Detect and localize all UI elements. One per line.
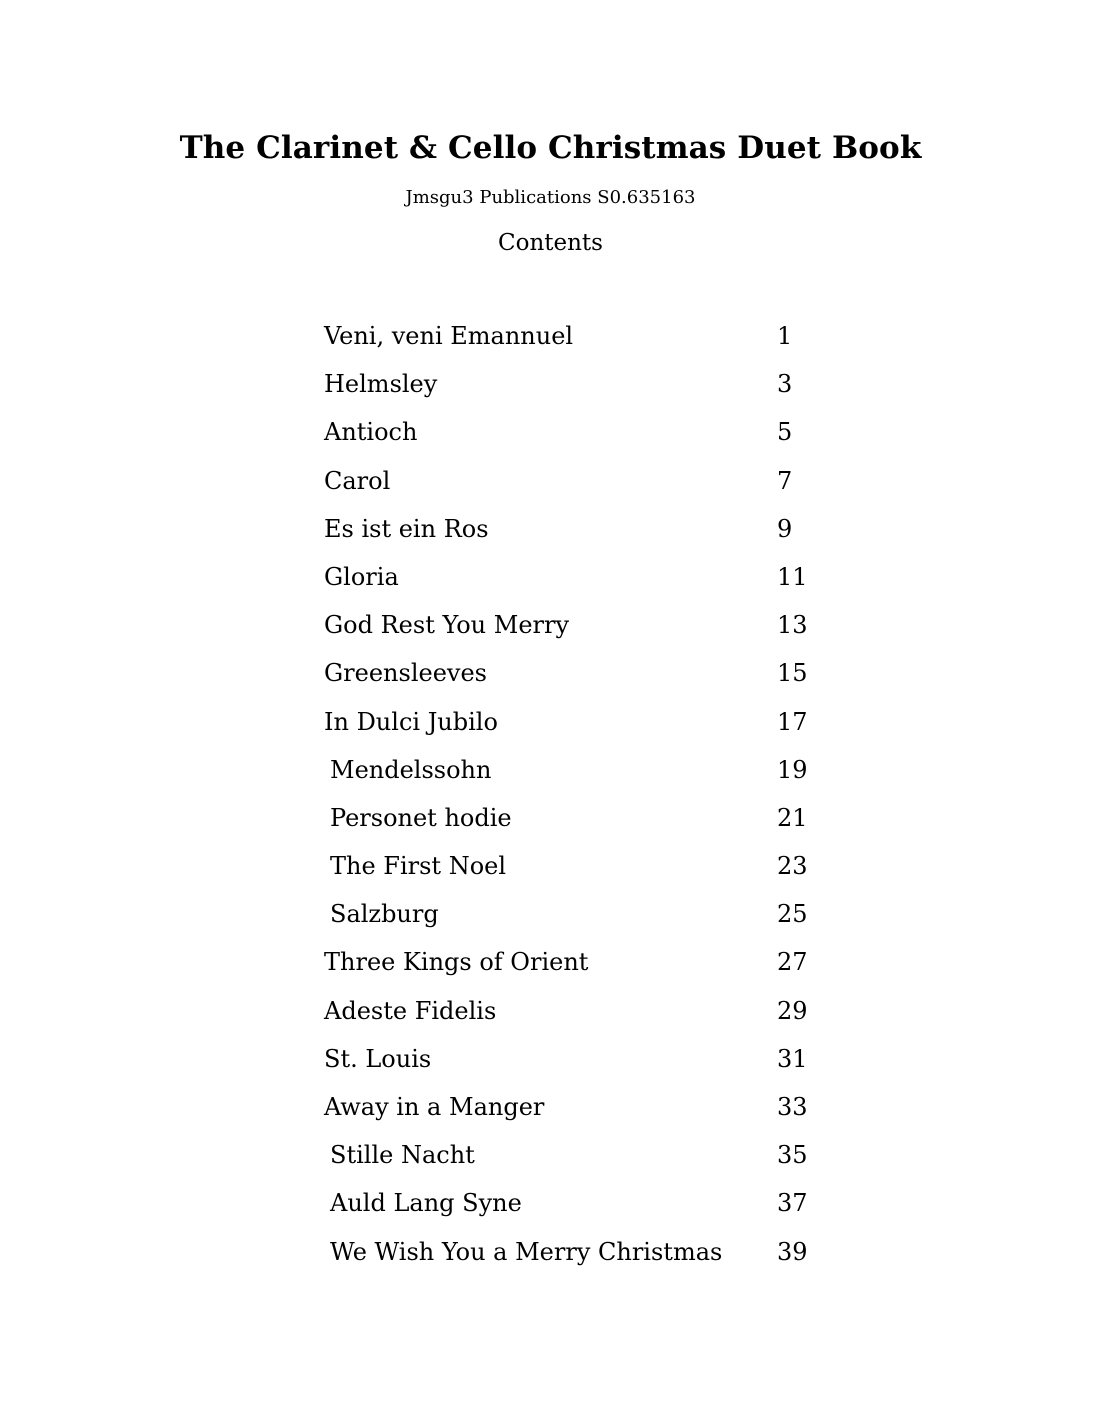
toc-entry-page: 9 bbox=[777, 514, 793, 543]
table-of-contents bbox=[0, 312, 1101, 1276]
toc-entry bbox=[0, 698, 1101, 746]
publisher-line: Jmsgu3 Publications S0.635163 bbox=[405, 187, 696, 208]
toc-entry-page: 29 bbox=[777, 996, 808, 1025]
toc-entry-title: Gloria bbox=[324, 562, 399, 591]
toc-entry bbox=[0, 938, 1101, 986]
toc-entry bbox=[0, 1228, 1101, 1276]
toc-entry bbox=[0, 794, 1101, 842]
toc-entry-page: 15 bbox=[777, 659, 808, 688]
toc-entry-page: 25 bbox=[777, 900, 808, 929]
toc-entry-title: Carol bbox=[324, 466, 391, 495]
toc-entry bbox=[0, 1083, 1101, 1131]
toc-entry-title: Adeste Fidelis bbox=[324, 996, 497, 1025]
toc-entry-title: Veni, veni Emannuel bbox=[324, 322, 574, 350]
toc-entry bbox=[0, 408, 1101, 456]
toc-entry bbox=[0, 987, 1101, 1035]
toc-entry-page: 3 bbox=[777, 370, 793, 399]
toc-entry-page: 21 bbox=[777, 803, 808, 832]
document-title: The Clarinet & Cello Christmas Duet Book bbox=[179, 130, 922, 166]
toc-entry bbox=[0, 360, 1101, 408]
toc-entry bbox=[0, 842, 1101, 890]
toc-entry bbox=[0, 457, 1101, 505]
toc-entry-title: Es ist ein Ros bbox=[324, 514, 489, 543]
toc-entry bbox=[0, 312, 1101, 360]
toc-entry bbox=[0, 505, 1101, 553]
toc-entry bbox=[0, 553, 1101, 601]
toc-entry-title: The First Noel bbox=[330, 852, 507, 881]
toc-entry bbox=[0, 890, 1101, 938]
toc-entry-page: 33 bbox=[777, 1093, 808, 1121]
toc-entry-title: God Rest You Merry bbox=[324, 611, 570, 640]
toc-entry-title: Antioch bbox=[324, 418, 418, 447]
toc-entry-title: St. Louis bbox=[324, 1044, 432, 1073]
toc-entry-page: 11 bbox=[777, 562, 808, 591]
toc-entry-page: 5 bbox=[777, 418, 793, 447]
toc-entry bbox=[0, 1131, 1101, 1179]
toc-entry-page: 31 bbox=[777, 1044, 808, 1073]
toc-entry-page: 35 bbox=[777, 1141, 808, 1170]
toc-entry bbox=[0, 649, 1101, 697]
toc-entry-title: In Dulci Jubilo bbox=[324, 707, 498, 736]
toc-entry-page: 7 bbox=[777, 466, 793, 495]
toc-entry-page: 13 bbox=[777, 611, 808, 640]
toc-entry-page: 39 bbox=[777, 1237, 808, 1266]
toc-entry bbox=[0, 746, 1101, 794]
toc-entry-page: 1 bbox=[777, 322, 793, 350]
toc-entry bbox=[0, 601, 1101, 649]
contents-heading: Contents bbox=[498, 230, 603, 256]
toc-entry-page: 19 bbox=[777, 755, 808, 784]
toc-entry-title: Away in a Manger bbox=[324, 1093, 545, 1121]
toc-entry-page: 17 bbox=[777, 707, 808, 736]
toc-entry bbox=[0, 1179, 1101, 1227]
toc-entry-title: We Wish You a Merry Christmas bbox=[330, 1237, 723, 1266]
toc-entry-title: Helmsley bbox=[324, 370, 438, 399]
toc-entry-title: Mendelssohn bbox=[330, 755, 492, 784]
toc-entry-title: Three Kings of Orient bbox=[324, 948, 589, 977]
toc-entry-title: Personet hodie bbox=[330, 803, 512, 832]
toc-entry-title: Auld Lang Syne bbox=[330, 1189, 522, 1218]
toc-entry-page: 37 bbox=[777, 1189, 808, 1218]
toc-entry-page: 23 bbox=[777, 852, 808, 881]
toc-entry bbox=[0, 1035, 1101, 1083]
toc-entry-title: Stille Nacht bbox=[330, 1141, 475, 1170]
toc-entry-title: Salzburg bbox=[330, 900, 439, 929]
toc-entry-page: 27 bbox=[777, 948, 808, 977]
toc-entry-title: Greensleeves bbox=[324, 659, 487, 688]
